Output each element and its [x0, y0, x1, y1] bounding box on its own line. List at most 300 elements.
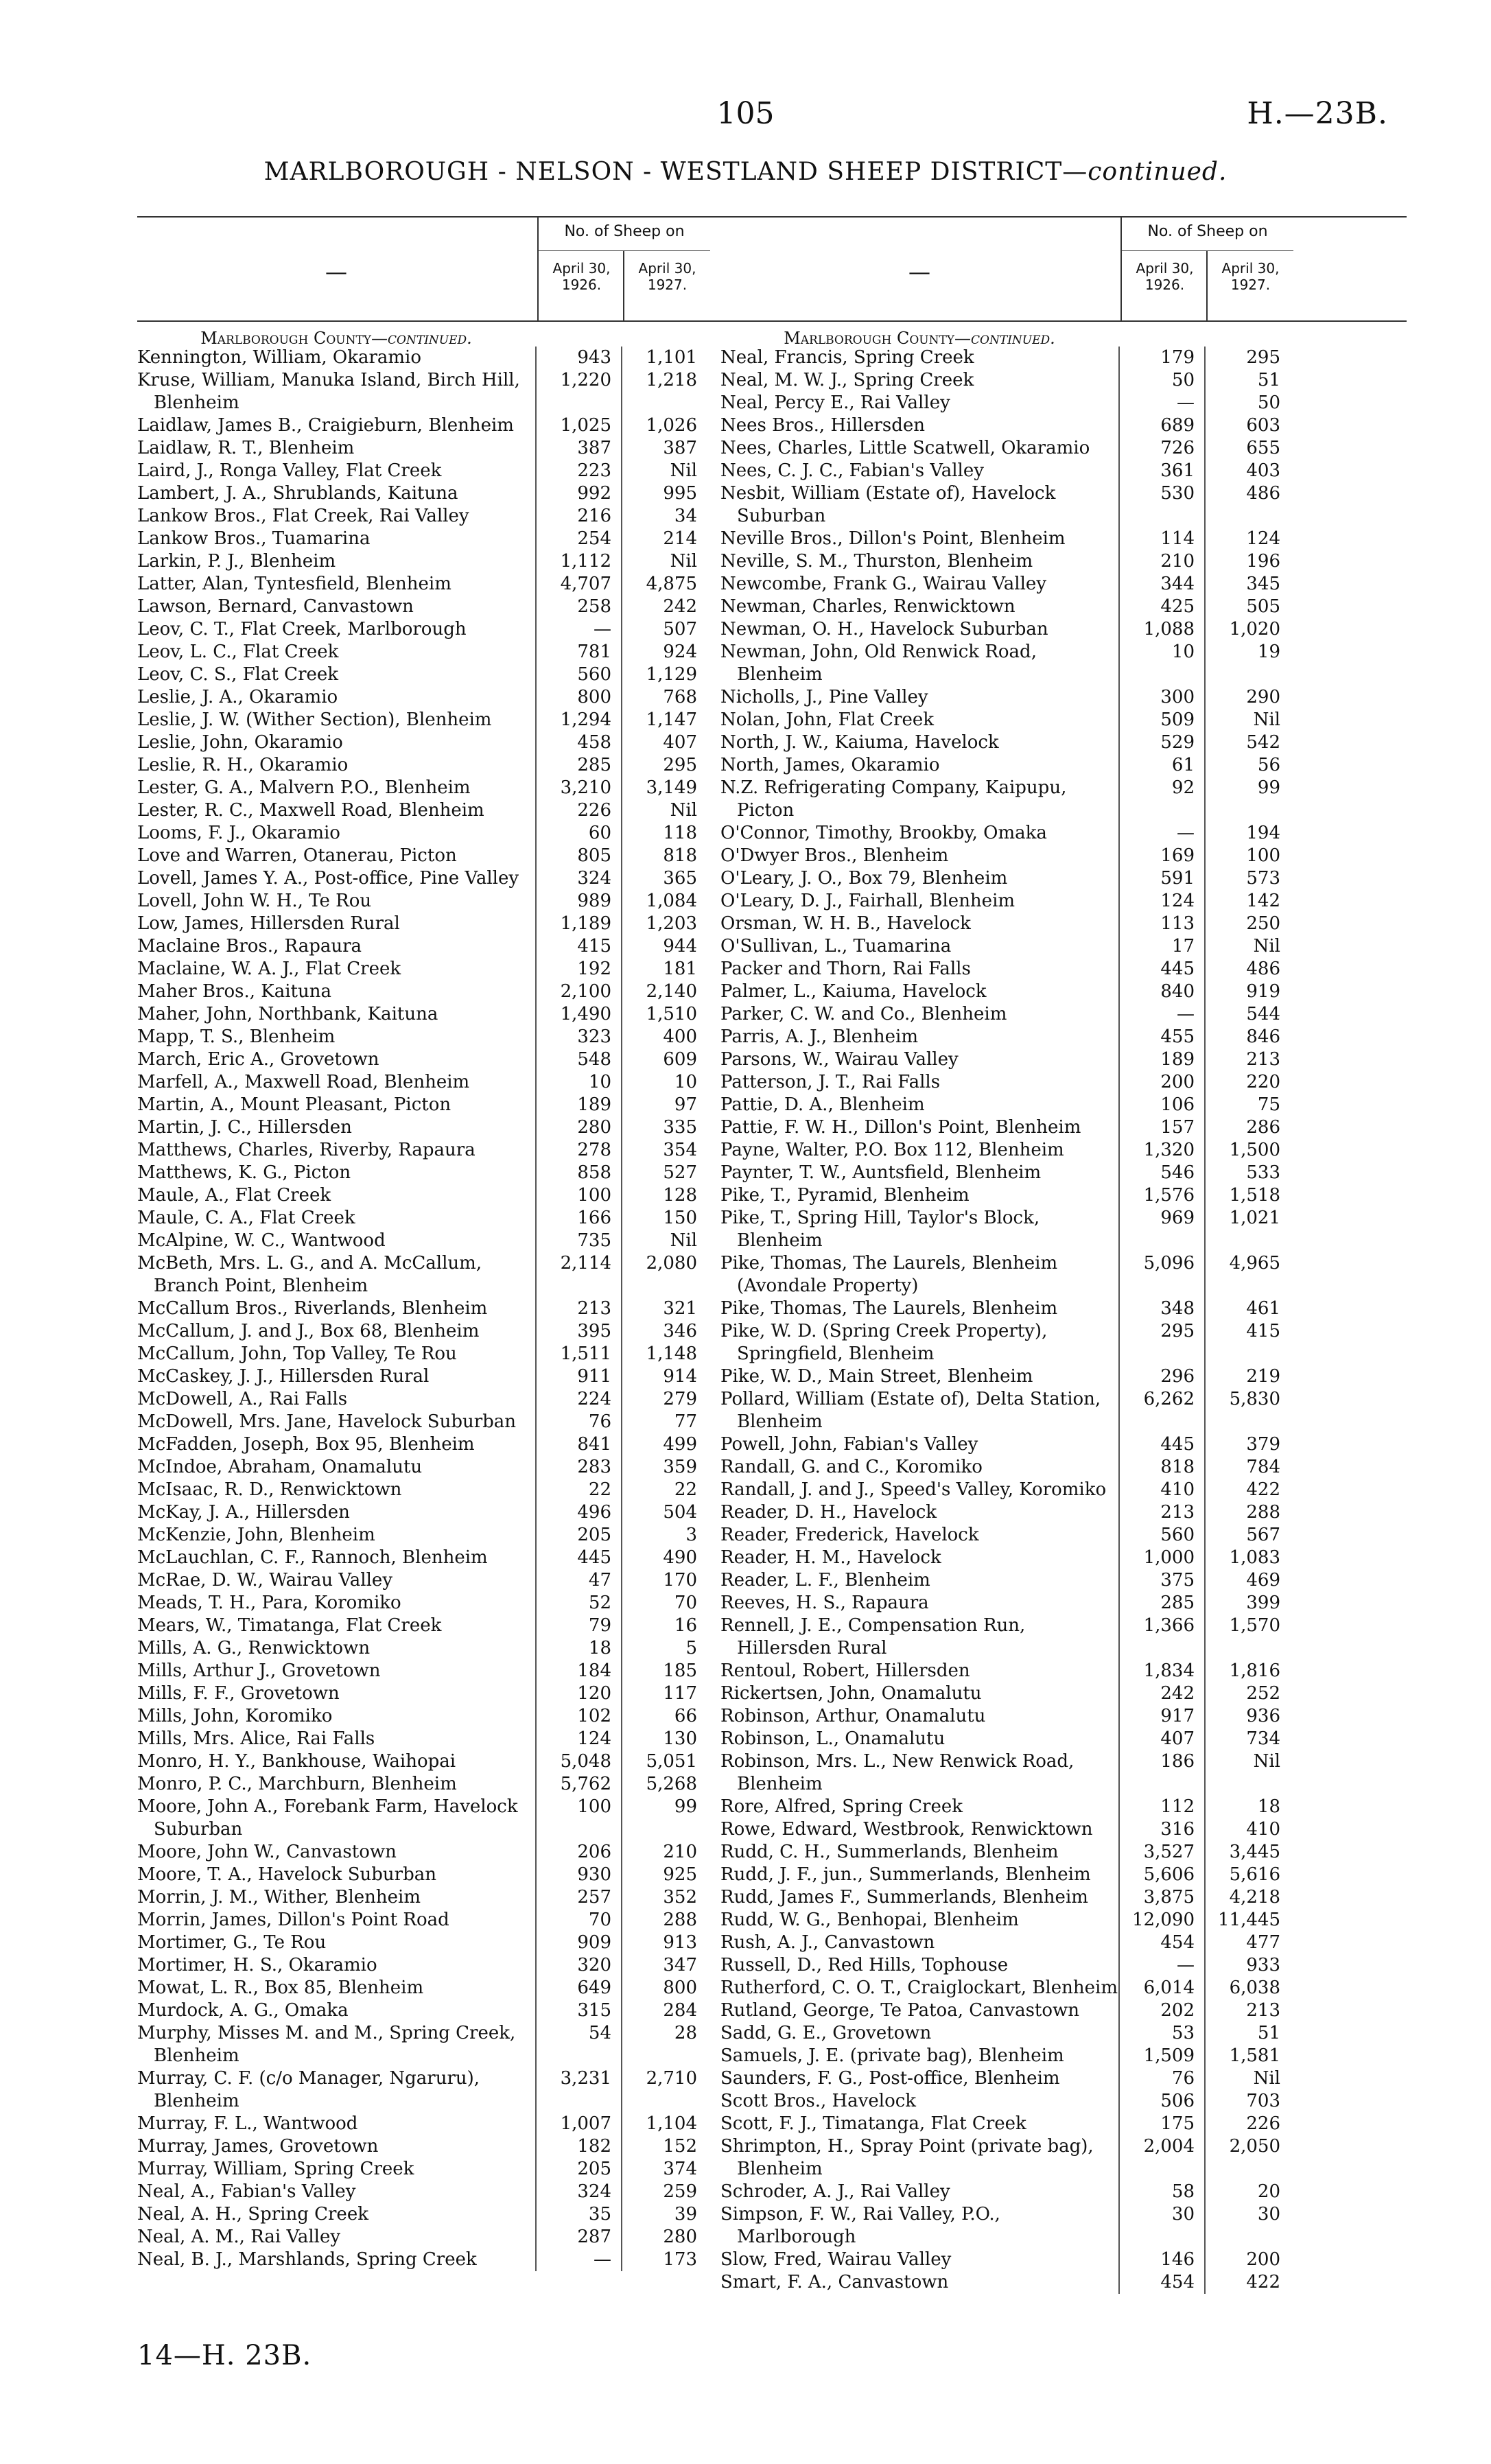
- sheep-1926: 735: [535, 1230, 621, 1252]
- table-row: [720, 641, 1407, 686]
- sheep-1926: 445: [1118, 1433, 1204, 1456]
- sheep-1926: 3,210: [535, 777, 621, 799]
- sheep-1927: 913: [621, 1932, 707, 1954]
- table-row: [720, 1048, 1407, 1071]
- sheep-1927: 1,083: [1204, 1547, 1290, 1569]
- sheep-1927: 70: [621, 1592, 707, 1615]
- owner-name: Reader, H. M., Havelock: [720, 1547, 941, 1568]
- owner-name: Monro, H. Y., Bankhouse, Waihopai: [137, 1751, 456, 1772]
- table-row: [720, 1298, 1407, 1320]
- header-col-1927: April 30, 1927.: [1221, 260, 1280, 293]
- sheep-1927: Nil: [621, 460, 707, 482]
- sheep-1926: 323: [535, 1026, 621, 1048]
- sheep-1926: 76: [535, 1411, 621, 1433]
- table-row: [720, 1796, 1407, 1818]
- sheep-1927: 10: [621, 1071, 707, 1094]
- sheep-1926: 530: [1118, 482, 1204, 528]
- sheep-1927: 919: [1204, 981, 1290, 1003]
- table-row: [720, 1320, 1407, 1365]
- sheep-1927: 50: [1204, 392, 1290, 414]
- table-row: [720, 1184, 1407, 1207]
- sheep-1926: 454: [1118, 1932, 1204, 1954]
- table-row: [720, 1207, 1407, 1252]
- owner-name: McCallum, John, Top Valley, Te Rou: [137, 1344, 457, 1364]
- sheep-1926: 1,490: [535, 1003, 621, 1026]
- sheep-1927: 16: [621, 1615, 707, 1637]
- sheep-1926: 5,606: [1118, 1864, 1204, 1886]
- sheep-1927: 5,830: [1204, 1388, 1290, 1433]
- owner-name: Low, James, Hillersden Rural: [137, 913, 400, 934]
- sheep-1927: 1,084: [621, 890, 707, 913]
- sheep-1926: 591: [1118, 867, 1204, 890]
- sheep-1926: 257: [535, 1886, 621, 1909]
- owner-name: Reader, D. H., Havelock: [720, 1502, 937, 1523]
- sheep-1926: 179: [1118, 347, 1204, 369]
- owner-name: Nees, C. J. C., Fabian's Valley: [720, 460, 984, 481]
- sheep-1927: 387: [621, 437, 707, 460]
- sheep-1927: 1,510: [621, 1003, 707, 1026]
- sheep-1926: 166: [535, 1207, 621, 1230]
- owner-name: Parris, A. J., Blenheim: [720, 1026, 919, 1047]
- sheep-1927: 185: [621, 1660, 707, 1682]
- sheep-1927: 573: [1204, 867, 1290, 890]
- sheep-1927: 284: [621, 1999, 707, 2022]
- sheep-1927: 118: [621, 822, 707, 845]
- sheep-1927: 3: [621, 1524, 707, 1547]
- sheep-1927: 77: [621, 1411, 707, 1433]
- table-row: [720, 1026, 1407, 1048]
- sheep-1926: 186: [1118, 1750, 1204, 1796]
- sheep-1926: 1,834: [1118, 1660, 1204, 1682]
- sheep-1926: 210: [1118, 550, 1204, 573]
- sheep-1926: 2,004: [1118, 2135, 1204, 2181]
- sheep-1927: Nil: [621, 1230, 707, 1252]
- sheep-1926: 192: [535, 958, 621, 981]
- owner-name: Laird, J., Ronga Valley, Flat Creek: [137, 460, 442, 481]
- owner-name: Pollard, William (Estate of), Delta Station, Blenheim: [720, 1389, 1101, 1432]
- sheep-1927: 28: [621, 2022, 707, 2067]
- owner-name: Rudd, C. H., Summerlands, Blenheim: [720, 1842, 1059, 1862]
- table-row: [720, 1388, 1407, 1433]
- owner-name: McIsaac, R. D., Renwicktown: [137, 1479, 402, 1500]
- sheep-1927: 768: [621, 686, 707, 709]
- table-row: [720, 1750, 1407, 1796]
- owner-name: Neal, B. J., Marshlands, Spring Creek: [137, 2249, 477, 2270]
- sheep-1927: 288: [621, 1909, 707, 1932]
- sheep-1926: 1,000: [1118, 1547, 1204, 1569]
- sheep-1927: 279: [621, 1388, 707, 1411]
- sheep-1927: 995: [621, 482, 707, 505]
- sheep-1927: 542: [1204, 731, 1290, 754]
- owner-name: Mortimer, H. S., Okaramio: [137, 1955, 377, 1975]
- sheep-1927: 399: [1204, 1592, 1290, 1615]
- owner-name: Pike, T., Spring Hill, Taylor's Block, Blenheim: [720, 1208, 1040, 1251]
- sheep-1927: 800: [621, 1977, 707, 1999]
- header-sheep-on: No. of Sheep on: [564, 223, 685, 240]
- owner-name: McFadden, Joseph, Box 95, Blenheim: [137, 1434, 475, 1455]
- sheep-1927: 210: [621, 1841, 707, 1864]
- right-column: [720, 216, 1407, 2294]
- owner-name: Randall, G. and C., Koromiko: [720, 1457, 983, 1477]
- sheep-1926: 1,320: [1118, 1139, 1204, 1162]
- sheep-1927: 34: [621, 505, 707, 528]
- table-row: [720, 1615, 1407, 1660]
- sheep-1926: 54: [535, 2022, 621, 2067]
- sheep-1927: 410: [1204, 1818, 1290, 1841]
- sheep-1926: 10: [1118, 641, 1204, 686]
- sheep-1927: 214: [621, 528, 707, 550]
- sheep-1927: 220: [1204, 1071, 1290, 1094]
- page-number: 105: [716, 96, 775, 131]
- sheep-1926: 242: [1118, 1682, 1204, 1705]
- table-row: [720, 1977, 1407, 1999]
- table-row: [720, 1818, 1407, 1841]
- table-row: [720, 2067, 1407, 2090]
- table-row: [720, 1456, 1407, 1479]
- owner-name: Lovell, James Y. A., Post-office, Pine Valley: [137, 868, 519, 889]
- page-footer: 14—H. 23B.: [137, 2340, 312, 2371]
- owner-name: Neal, Percy E., Rai Valley: [720, 392, 950, 413]
- owner-name: Nesbit, William (Estate of), Havelock Suburban: [720, 483, 1056, 526]
- owner-name: Neal, Francis, Spring Creek: [720, 347, 974, 368]
- owner-name: Kennington, William, Okaramio: [137, 347, 422, 368]
- owner-name: Leov, C. T., Flat Creek, Marlborough: [137, 619, 467, 640]
- owner-name: Scott, F. J., Timatanga, Flat Creek: [720, 2113, 1026, 2134]
- sheep-1926: 529: [1118, 731, 1204, 754]
- table-row: [720, 1841, 1407, 1864]
- owner-name: Reader, Frederick, Havelock: [720, 1525, 979, 1545]
- table-row: [720, 1886, 1407, 1909]
- table-row: [720, 596, 1407, 618]
- sheep-1926: 216: [535, 505, 621, 528]
- owner-name: Lankow Bros., Flat Creek, Rai Valley: [137, 506, 469, 526]
- sheep-1926: 5,048: [535, 1750, 621, 1773]
- sheep-1926: 1,366: [1118, 1615, 1204, 1660]
- sheep-1927: 5,051: [621, 1750, 707, 1773]
- table-row: [720, 754, 1407, 777]
- table-row: [720, 573, 1407, 596]
- sheep-1927: 507: [621, 618, 707, 641]
- title-main: MARLBOROUGH - NELSON - WESTLAND SHEEP DISTRICT—: [263, 158, 1088, 186]
- sheep-1926: 4,707: [535, 573, 621, 596]
- sheep-1926: 92: [1118, 777, 1204, 822]
- sheep-1927: 374: [621, 2158, 707, 2181]
- sheep-1926: 348: [1118, 1298, 1204, 1320]
- owner-name: Pattie, F. W. H., Dillon's Point, Blenheim: [720, 1117, 1081, 1138]
- sheep-1926: 800: [535, 686, 621, 709]
- sheep-1926: 989: [535, 890, 621, 913]
- sheep-1926: 285: [1118, 1592, 1204, 1615]
- sheep-1926: 58: [1118, 2181, 1204, 2203]
- table-row: [720, 1094, 1407, 1116]
- sheep-1927: 415: [1204, 1320, 1290, 1365]
- sheep-1927: 936: [1204, 1705, 1290, 1728]
- owner-name: Slow, Fred, Wairau Valley: [720, 2249, 952, 2270]
- sheep-1926: —: [1118, 1003, 1204, 1026]
- owner-name: Laidlaw, R. T., Blenheim: [137, 438, 355, 458]
- owner-name: Scott Bros., Havelock: [720, 2091, 917, 2111]
- sheep-1926: 5,762: [535, 1773, 621, 1796]
- sheep-1927: 219: [1204, 1365, 1290, 1388]
- owner-name: N.Z. Refrigerating Company, Kaipupu, Picton: [720, 777, 1067, 821]
- owner-name: McCallum Bros., Riverlands, Blenheim: [137, 1298, 488, 1319]
- sheep-1926: 226: [535, 799, 621, 822]
- sheep-1927: 18: [1204, 1796, 1290, 1818]
- owner-name: McCallum, J. and J., Box 68, Blenheim: [137, 1321, 480, 1341]
- table-row: [720, 1252, 1407, 1298]
- table-row: [720, 2249, 1407, 2271]
- owner-name: Powell, John, Fabian's Valley: [720, 1434, 978, 1455]
- owner-name: Leslie, R. H., Okaramio: [137, 755, 349, 775]
- sheep-1927: 1,147: [621, 709, 707, 731]
- sheep-1927: 1,021: [1204, 1207, 1290, 1252]
- sheep-1926: 113: [1118, 913, 1204, 935]
- owner-name: Leslie, John, Okaramio: [137, 732, 343, 753]
- sheep-1926: 1,025: [535, 414, 621, 437]
- owner-name: Maule, A., Flat Creek: [137, 1185, 331, 1206]
- owner-name: Rickertsen, John, Onamalutu: [720, 1683, 982, 1704]
- sheep-1926: 223: [535, 460, 621, 482]
- table-row: [720, 1547, 1407, 1569]
- sheep-1926: 315: [535, 1999, 621, 2022]
- table-header: [720, 216, 1407, 322]
- sheep-1926: 943: [535, 347, 621, 369]
- sheep-1927: 170: [621, 1569, 707, 1592]
- owner-name: Pike, T., Pyramid, Blenheim: [720, 1185, 970, 1206]
- sheep-1927: 1,148: [621, 1343, 707, 1365]
- sheep-1926: 35: [535, 2203, 621, 2226]
- sheep-1926: 3,875: [1118, 1886, 1204, 1909]
- owner-name: Nees, Charles, Little Scatwell, Okaramio: [720, 438, 1090, 458]
- sheep-1927: 56: [1204, 754, 1290, 777]
- sheep-1926: 496: [535, 1501, 621, 1524]
- table-row: [720, 414, 1407, 437]
- sheep-1926: 6,262: [1118, 1388, 1204, 1433]
- sheep-1926: 781: [535, 641, 621, 664]
- sheep-1927: 359: [621, 1456, 707, 1479]
- sheep-1926: 1,112: [535, 550, 621, 573]
- owner-name: Rutherford, C. O. T., Craiglockart, Blenheim: [720, 1978, 1118, 1998]
- sheep-1927: 352: [621, 1886, 707, 1909]
- sheep-1927: 142: [1204, 890, 1290, 913]
- sheep-1927: 117: [621, 1682, 707, 1705]
- owner-name: Russell, D., Red Hills, Tophouse: [720, 1955, 1009, 1975]
- sheep-1927: 1,129: [621, 664, 707, 686]
- owner-name: Randall, J. and J., Speed's Valley, Koromiko: [720, 1479, 1107, 1500]
- sheep-1927: 4,965: [1204, 1252, 1290, 1298]
- sheep-1926: 425: [1118, 596, 1204, 618]
- owner-name: Pike, Thomas, The Laurels, Blenheim: [720, 1298, 1058, 1319]
- sheep-1926: 969: [1118, 1207, 1204, 1252]
- sheep-1927: Nil: [621, 799, 707, 822]
- sheep-1926: 206: [535, 1841, 621, 1864]
- sheep-1927: 703: [1204, 2090, 1290, 2113]
- sheep-1927: 39: [621, 2203, 707, 2226]
- owner-name: Martin, J. C., Hillersden: [137, 1117, 352, 1138]
- sheep-1926: 858: [535, 1162, 621, 1184]
- sheep-1926: 12,090: [1118, 1909, 1204, 1932]
- sheep-1927: 99: [621, 1796, 707, 1841]
- sheep-1926: 344: [1118, 573, 1204, 596]
- sheep-1926: 22: [535, 1479, 621, 1501]
- table-row: [720, 1728, 1407, 1750]
- sheep-1927: 226: [1204, 2113, 1290, 2135]
- sheep-1927: 1,816: [1204, 1660, 1290, 1682]
- sheep-1927: 6,038: [1204, 1977, 1290, 1999]
- owner-name: Laidlaw, James B., Craigieburn, Blenheim: [137, 415, 514, 436]
- sheep-1927: 1,581: [1204, 2045, 1290, 2067]
- owner-name: Simpson, F. W., Rai Valley, P.O., Marlborough: [720, 2204, 1000, 2247]
- sheep-1927: 346: [621, 1320, 707, 1343]
- sheep-1926: 375: [1118, 1569, 1204, 1592]
- sheep-1926: 930: [535, 1864, 621, 1886]
- owner-name: Parsons, W., Wairau Valley: [720, 1049, 959, 1070]
- sheep-1926: 30: [1118, 2203, 1204, 2249]
- sheep-1927: 335: [621, 1116, 707, 1139]
- owner-name: O'Sullivan, L., Tuamarina: [720, 936, 952, 957]
- owner-name: McDowell, Mrs. Jane, Havelock Suburban: [137, 1411, 517, 1432]
- sheep-1927: 925: [621, 1864, 707, 1886]
- table-row: [720, 709, 1407, 731]
- sheep-1927: 784: [1204, 1456, 1290, 1479]
- owner-name: McAlpine, W. C., Wantwood: [137, 1230, 386, 1251]
- owner-name: Martin, A., Mount Pleasant, Picton: [137, 1094, 451, 1115]
- sheep-1926: 395: [535, 1320, 621, 1343]
- table-row: [720, 2090, 1407, 2113]
- owner-name: McCaskey, J. J., Hillersden Rural: [137, 1366, 430, 1387]
- owner-name: Lester, G. A., Malvern P.O., Blenheim: [137, 777, 471, 798]
- sheep-1927: 734: [1204, 1728, 1290, 1750]
- sheep-1926: 283: [535, 1456, 621, 1479]
- sheep-1927: 603: [1204, 414, 1290, 437]
- sheep-1926: 296: [1118, 1365, 1204, 1388]
- sheep-1926: 455: [1118, 1026, 1204, 1048]
- owner-name: Rudd, J. F., jun., Summerlands, Blenheim: [720, 1864, 1091, 1885]
- sheep-1926: 546: [1118, 1162, 1204, 1184]
- section-heading: Marlborough County—continued.: [784, 329, 1055, 348]
- sheep-1927: 97: [621, 1094, 707, 1116]
- sheep-1927: 1,203: [621, 913, 707, 935]
- owner-name: Mapp, T. S., Blenheim: [137, 1026, 336, 1047]
- sheep-1926: —: [1118, 392, 1204, 414]
- table-row: [720, 686, 1407, 709]
- sheep-1927: 490: [621, 1547, 707, 1569]
- header-col-1927: April 30, 1927.: [638, 260, 696, 293]
- sheep-1926: 818: [1118, 1456, 1204, 1479]
- sheep-1926: 76: [1118, 2067, 1204, 2090]
- sheep-1927: Nil: [1204, 2067, 1290, 2090]
- table-row: [720, 550, 1407, 573]
- owner-name: Sadd, G. E., Grovetown: [720, 2023, 932, 2043]
- sheep-1926: 102: [535, 1705, 621, 1728]
- sheep-1926: 106: [1118, 1094, 1204, 1116]
- owner-name: Leslie, J. A., Okaramio: [137, 687, 338, 707]
- sheep-1927: 544: [1204, 1003, 1290, 1026]
- sheep-1926: 189: [1118, 1048, 1204, 1071]
- sheep-1927: 128: [621, 1184, 707, 1207]
- sheep-1926: 50: [1118, 369, 1204, 392]
- owner-name: North, J. W., Kaiuma, Havelock: [720, 732, 999, 753]
- sheep-1927: 609: [621, 1048, 707, 1071]
- sheep-1926: —: [1118, 822, 1204, 845]
- table-row: [720, 822, 1407, 845]
- sheep-1927: 1,101: [621, 347, 707, 369]
- owner-name: Payne, Walter, P.O. Box 112, Blenheim: [720, 1140, 1064, 1160]
- table-row: [720, 1116, 1407, 1139]
- owner-name: Love and Warren, Otanerau, Picton: [137, 845, 457, 866]
- sheep-1927: 2,050: [1204, 2135, 1290, 2181]
- owner-name: Neal, A., Fabian's Valley: [137, 2181, 356, 2202]
- sheep-1927: 130: [621, 1728, 707, 1750]
- owner-name: Mills, John, Koromiko: [137, 1706, 333, 1726]
- sheep-1926: 47: [535, 1569, 621, 1592]
- sheep-1926: 3,231: [535, 2067, 621, 2113]
- table-row: [720, 2022, 1407, 2045]
- owner-name: Marfell, A., Maxwell Road, Blenheim: [137, 1072, 470, 1092]
- owner-name: McBeth, Mrs. L. G., and A. McCallum, Branch Point, Blenheim: [137, 1253, 482, 1296]
- owner-name: Patterson, J. T., Rai Falls: [720, 1072, 941, 1092]
- sheep-1927: 259: [621, 2181, 707, 2203]
- table-row: [720, 1162, 1407, 1184]
- table-row: [720, 1682, 1407, 1705]
- owner-name: Mills, A. G., Renwicktown: [137, 1638, 371, 1658]
- table-row: [720, 1660, 1407, 1682]
- sheep-1926: 407: [1118, 1728, 1204, 1750]
- owner-name: Maclaine Bros., Rapaura: [137, 936, 362, 957]
- sheep-1926: 560: [1118, 1524, 1204, 1547]
- sheep-1926: 445: [535, 1547, 621, 1569]
- owner-name: Moore, John W., Canvastown: [137, 1842, 397, 1862]
- table-row: [720, 482, 1407, 528]
- table-row: [720, 867, 1407, 890]
- sheep-1927: 486: [1204, 482, 1290, 528]
- table-row: [720, 2135, 1407, 2181]
- sheep-1927: 486: [1204, 958, 1290, 981]
- sheep-1927: 1,104: [621, 2113, 707, 2135]
- sheep-1927: 354: [621, 1139, 707, 1162]
- sheep-1927: 3,445: [1204, 1841, 1290, 1864]
- table-row: [720, 1365, 1407, 1388]
- sheep-1927: 3,149: [621, 777, 707, 799]
- owner-name: Pattie, D. A., Blenheim: [720, 1094, 925, 1115]
- owner-name: Rennell, J. E., Compensation Run, Hillersden Rural: [720, 1615, 1026, 1658]
- sheep-1926: 182: [535, 2135, 621, 2158]
- sheep-1927: 477: [1204, 1932, 1290, 1954]
- sheep-1926: 100: [535, 1184, 621, 1207]
- owner-name: Leov, C. S., Flat Creek: [137, 664, 339, 685]
- table-row: [720, 913, 1407, 935]
- sheep-1926: 169: [1118, 845, 1204, 867]
- owner-name: Latter, Alan, Tyntesfield, Blenheim: [137, 574, 451, 594]
- owner-name: Maher Bros., Kaituna: [137, 981, 331, 1002]
- sheep-1926: 124: [535, 1728, 621, 1750]
- owner-name: Robinson, Arthur, Onamalutu: [720, 1706, 986, 1726]
- sheep-1927: 345: [1204, 573, 1290, 596]
- owner-name: Larkin, P. J., Blenheim: [137, 551, 336, 572]
- sheep-1926: 205: [535, 2158, 621, 2181]
- header-col-1926: April 30, 1926.: [1136, 260, 1194, 293]
- sheep-1926: 18: [535, 1637, 621, 1660]
- sheep-1927: 22: [621, 1479, 707, 1501]
- sheep-1926: 157: [1118, 1116, 1204, 1139]
- owner-name: Moore, John A., Forebank Farm, Havelock Suburban: [137, 1796, 518, 1840]
- owner-name: Nees Bros., Hillersden: [720, 415, 926, 436]
- sheep-1927: 1,500: [1204, 1139, 1290, 1162]
- sheep-1926: 213: [535, 1298, 621, 1320]
- table-row: [720, 1524, 1407, 1547]
- sheep-1927: 400: [621, 1026, 707, 1048]
- sheep-1926: 1,189: [535, 913, 621, 935]
